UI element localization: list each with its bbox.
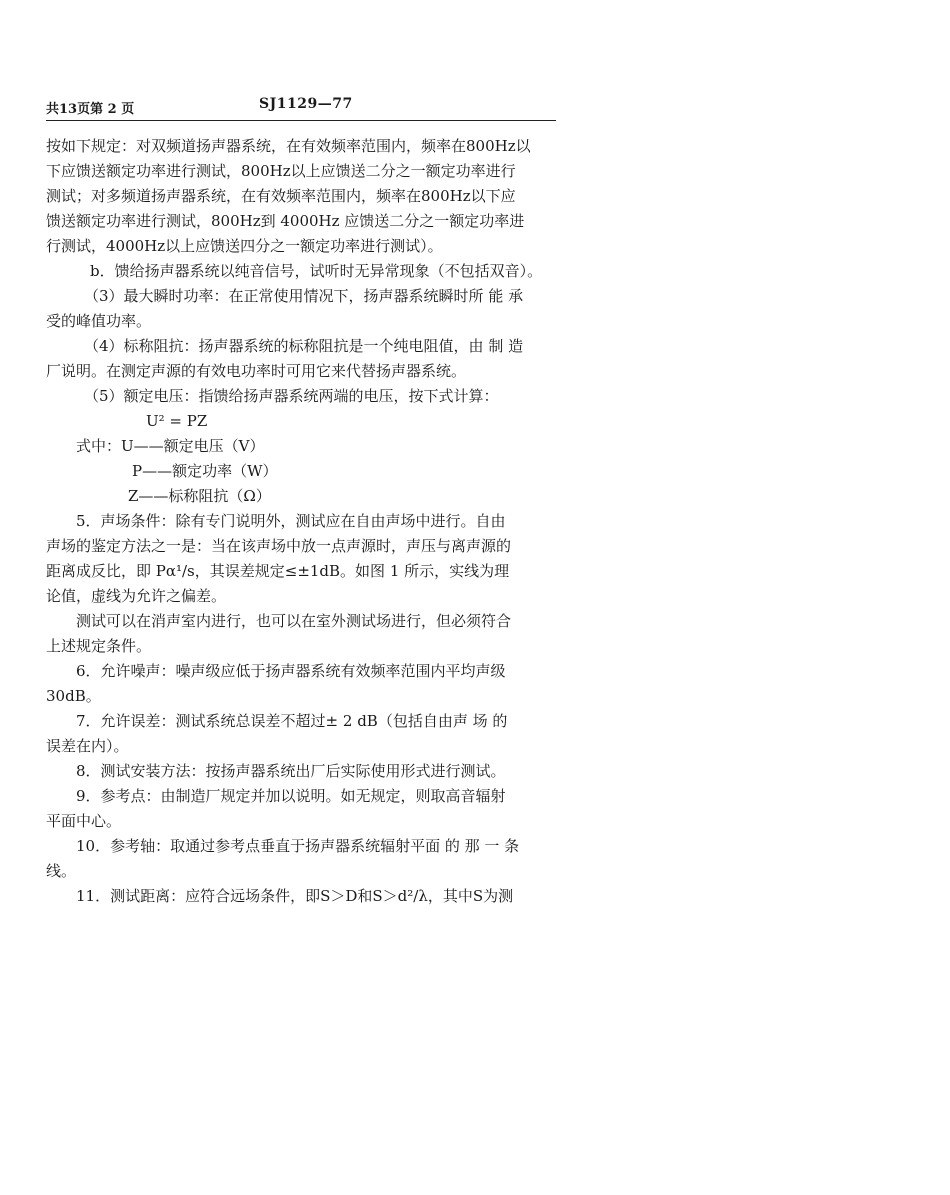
page-number-info: 共13页第 2 页 bbox=[46, 102, 135, 117]
text-line: 论值，虚线为允许之偏差。 bbox=[46, 587, 227, 605]
item-4-nominal-impedance: （4）标称阻抗：扬声器系统的标称阻抗是一个纯电阻值，由 制 造 bbox=[84, 337, 524, 355]
formula: U² = PZ bbox=[146, 412, 208, 430]
text-line: 测试可以在消声室内进行，也可以在室外测试场进行，但必须符合 bbox=[76, 612, 512, 630]
text-line: 按如下规定：对双频道扬声器系统，在有效频率范围内，频率在800Hz以 bbox=[46, 137, 531, 155]
section-7-allowable-error: 7．允许误差：测试系统总误差不超过± 2 dB（包括自由声 场 的 bbox=[76, 712, 508, 730]
formula-where-u: 式中：U——额定电压（V） bbox=[76, 437, 265, 455]
item-b: b．馈给扬声器系统以纯音信号，试听时无异常现象（不包括双音）。 bbox=[90, 262, 543, 280]
section-8-mounting-method: 8．测试安装方法：按扬声器系统出厂后实际使用形式进行测试。 bbox=[76, 762, 506, 780]
body-text bbox=[46, 134, 560, 909]
section-9-reference-point: 9．参考点：由制造厂规定并加以说明。如无规定，则取高音辐射 bbox=[76, 787, 506, 805]
text-line: 线。 bbox=[46, 862, 77, 880]
standard-code: SJ1129—77 bbox=[259, 96, 353, 112]
item-3-max-instant-power: （3）最大瞬时功率：在正常使用情况下，扬声器系统瞬时所 能 承 bbox=[84, 287, 524, 305]
section-11-test-distance: 11．测试距离：应符合远场条件，即S＞D和S＞d²/λ，其中S为测 bbox=[76, 887, 514, 905]
text-line: 受的峰值功率。 bbox=[46, 312, 152, 330]
section-6-allowable-noise: 6．允许噪声：噪声级应低于扬声器系统有效频率范围内平均声级 bbox=[76, 662, 506, 680]
item-5-rated-voltage: （5）额定电压：指馈给扬声器系统两端的电压，按下式计算： bbox=[84, 387, 499, 405]
section-5-sound-field: 5．声场条件：除有专门说明外，测试应在自由声场中进行。自由 bbox=[76, 512, 506, 530]
section-10-reference-axis: 10．参考轴：取通过参考点垂直于扬声器系统辐射平面 的 那 一 条 bbox=[76, 837, 520, 855]
text-line: 声场的鉴定方法之一是：当在该声场中放一点声源时，声压与离声源的 bbox=[46, 537, 512, 555]
text-line: 上述规定条件。 bbox=[46, 637, 152, 655]
text-line: 30dB。 bbox=[46, 687, 101, 705]
text-line: 距离成反比，即 Pα¹/s，其误差规定≤±1dB。如图 1 所示，实线为理 bbox=[46, 562, 510, 580]
text-line: 平面中心。 bbox=[46, 812, 122, 830]
text-line: 误差在内）。 bbox=[46, 737, 129, 755]
formula-where-z: Z——标称阻抗（Ω） bbox=[128, 487, 271, 505]
text-line: 下应馈送额定功率进行测试，800Hz以上应馈送二分之一额定功率进行 bbox=[46, 162, 516, 180]
page-header bbox=[46, 96, 556, 120]
formula-where-p: P——额定功率（W） bbox=[132, 462, 278, 480]
header-rule bbox=[46, 120, 556, 121]
text-line: 测试；对多频道扬声器系统，在有效频率范围内，频率在800Hz以下应 bbox=[46, 187, 516, 205]
text-line: 行测试，4000Hz以上应馈送四分之一额定功率进行测试）。 bbox=[46, 237, 443, 255]
text-line: 厂说明。在测定声源的有效电功率时可用它来代替扬声器系统。 bbox=[46, 362, 467, 380]
text-line: 馈送额定功率进行测试，800Hz到 4000Hz 应馈送二分之一额定功率进 bbox=[46, 212, 525, 230]
